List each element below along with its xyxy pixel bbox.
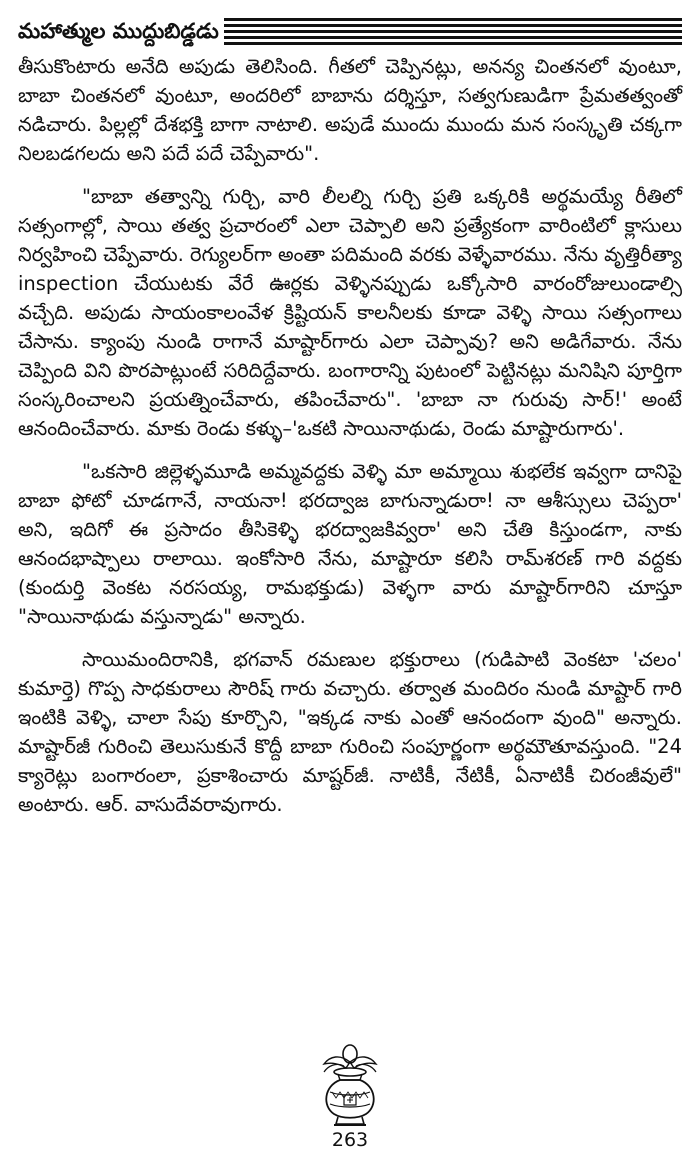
header-rule: [224, 24, 682, 27]
header-rule: [224, 42, 682, 45]
body-text: [18, 52, 682, 819]
paragraph: "ఒకసారి జిల్లెళ్ళమూడి అమ్మవద్దకు వెళ్ళి మా అమ్మాయి శుభలేక ఇవ్వగా దానిపై బాబా ఫోటో చూడగానే, నాయనా! భరద్వాజ బాగున్నాడురా! నా ఆశీస్సులు చెప్పరా' అని, ఇదిగో ఈ ప్రసాదం తీసికెళ్ళి భరద్వాజకివ్వరా' అని చేతి కిస్తుండగా, నాకు ఆనందభాష్పాలు రాలాయి. ఇంకోసారి నేను, మాష్టారూ కలిసి రామ్‌శరణ్ గారి వద్దకు (కుందుర్తి వెంకట నరసయ్య, రామభక్తుడు) వెళ్ళగా వారు మాష్టార్‌గారిని చూస్తూ "సాయినాథుడు వస్తున్నాడు" అన్నారు.: [18, 460, 682, 628]
running-title: మహాత్ముల ముద్దుబిడ్డడు: [18, 19, 219, 43]
header-rule: [224, 18, 682, 21]
header-rule: [224, 30, 682, 33]
page-number: 263: [331, 1129, 369, 1151]
header-rules: [224, 18, 682, 48]
kalasam-icon: [314, 1040, 386, 1128]
paragraph: సాయిమందిరానికి, భగవాన్ రమణుల భక్తురాలు (గుడిపాటి వెంకటా 'చలం' కుమార్తె) గొప్ప సాధకురాలు సౌరిష్ గారు వచ్చారు. తర్వాత మందిరం నుండి మాష్టార్ గారి ఇంటికి వెళ్ళి, చాలా సేపు కూర్చొని, "ఇక్కడ నాకు ఎంతో ఆనందంగా వుంది" అన్నారు. మాష్టార్‌జీ గురించి తెలుసుకునే కొద్దీ బాబా గురించి సంపూర్ణంగా అర్థమౌతూవస్తుంది. "24 క్యారెట్లు బంగారంలా, ప్రకాశించారు మాష్టర్‌జీ. నాటికీ, నేటికీ, ఏనాటికీ చిరంజీవులే" అంటారు. ఆర్. వాసుదేవరావుగారు.: [18, 648, 682, 816]
paragraph: తీసుకొంటారు అనేది అపుడు తెలిసింది. గీతలో చెప్పినట్లు, అనన్య చింతనలో వుంటూ, బాబా చింతనలో వుంటూ, అందరిలో బాబాను దర్శిస్తూ, సత్వగుణుడిగా ప్రేమతత్వంతో నడిచారు. పిల్లల్లో దేశభక్తి బాగా నాటాలి. అపుడే ముందు ముందు మన సంస్కృతి చక్కగా నిలబడగలదు అని పదే పదే చెప్పేవారు".: [18, 55, 682, 165]
header-rule: [224, 36, 682, 39]
kalasam-icon-graphic: [314, 1040, 386, 1128]
paragraph: "బాబా తత్వాన్ని గుర్చి, వారి లీలల్ని గుర్చి ప్రతి ఒక్కరికి అర్థమయ్యే రీతిలో సత్సంగాల్లో, సాయి తత్వ ప్రచారంలో ఎలా చెప్పాలి అని ప్రత్యేకంగా వారింటిలో క్లాసులు నిర్వహించి చెప్పేవారు. రెగ్యులర్‌గా అంతా పదిమంది వరకు వెళ్ళేవారము. నేను వృత్తిరీత్యా inspection చేయుటకు వేరే ఊర్లకు వెళ్ళినప్పుడు ఒక్కోసారి వారంరోజులుండాల్సి వచ్చేది. అపుడు సాయంకాలంవేళ క్రిష్టియన్ కాలనీలకు కూడా వెళ్ళి సాయి సత్సంగాలు చేసాను. క్యాంపు నుండి రాగానే మాష్టార్‌గారు ఎలా చెప్పావు? అని అడిగేవారు. నేను చెప్పింది విని పొరపాట్లుంటే సరిదిద్దేవారు. బంగారాన్ని పుటంలో పెట్టినట్లు మనిషిని పూర్తిగా సంస్కరించాలని ప్రయత్నించేవారు, తపించేవారు". 'బాబా నా గురువు సార్!' అంటే ఆనందించేవారు. మాకు రెండు కళ్ళు–'ఒకటి సాయినాథుడు, రెండు మాష్టారుగారు'.: [18, 185, 682, 440]
page-header: [18, 14, 682, 54]
